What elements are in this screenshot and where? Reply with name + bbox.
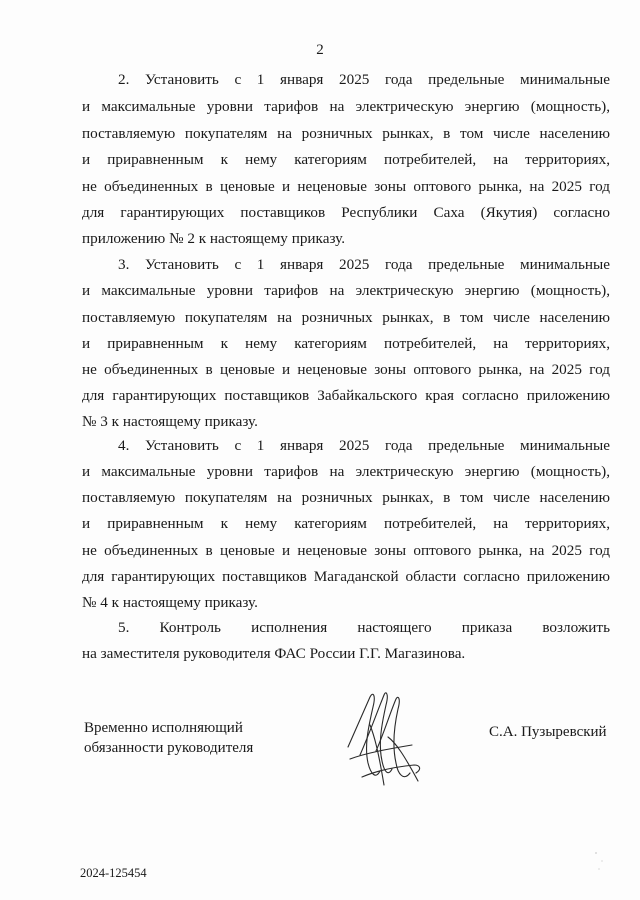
text-line: поставляемую покупателям на розничных рынках, в том числе населению (82, 309, 610, 326)
text-line: 2. Установить с 1 января 2025 года предельные минимальные (118, 71, 610, 88)
page-number: 2 (316, 42, 324, 58)
text-line: и приравненным к нему категориям потребителей, на территориях, (82, 151, 610, 168)
signer-name: С.А. Пузыревский (489, 724, 607, 740)
text-line: поставляемую покупателям на розничных рынках, в том числе населению (82, 489, 610, 506)
position-line-2: обязанности руководителя (84, 740, 254, 756)
text-line: 4. Установить с 1 января 2025 года предельные минимальные (118, 437, 610, 454)
text-line: приложению № 2 к настоящему приказу. (82, 230, 345, 247)
handwritten-signature (340, 685, 430, 790)
text-line: и максимальные уровни тарифов на электрическую энергию (мощность), (82, 463, 610, 480)
text-line: № 3 к настоящему приказу. (82, 413, 258, 430)
text-line: и приравненным к нему категориям потребителей, на территориях, (82, 335, 610, 352)
text-line: для гарантирующих поставщиков Магаданской области согласно приложению (82, 568, 610, 585)
text-line: и максимальные уровни тарифов на электрическую энергию (мощность), (82, 282, 610, 299)
document-number: 2024-125454 (80, 866, 147, 880)
text-line: и приравненным к нему категориям потребителей, на территориях, (82, 515, 610, 532)
text-line: 3. Установить с 1 января 2025 года предельные минимальные (118, 256, 610, 273)
text-line: для гарантирующих поставщиков Забайкальского края согласно приложению (82, 387, 610, 404)
text-line: для гарантирующих поставщиков Республики Саха (Якутия) согласно (82, 204, 610, 221)
text-line: поставляемую покупателям на розничных рынках, в том числе населению (82, 125, 610, 142)
text-line: и максимальные уровни тарифов на электрическую энергию (мощность), (82, 98, 610, 115)
scan-specks (590, 845, 610, 875)
text-line: № 4 к настоящему приказу. (82, 594, 258, 611)
text-line: не объединенных в ценовые и неценовые зоны оптового рынка, на 2025 год (82, 361, 610, 378)
position-line-1: Временно исполняющий (84, 720, 243, 736)
text-line: на заместителя руководителя ФАС России Г.Г. Магазинова. (82, 645, 466, 662)
text-line: 5. Контроль исполнения настоящего приказа возложить (118, 619, 610, 636)
text-line: не объединенных в ценовые и неценовые зоны оптового рынка, на 2025 год (82, 178, 610, 195)
signatory-position (84, 718, 253, 758)
text-line: не объединенных в ценовые и неценовые зоны оптового рынка, на 2025 год (82, 542, 610, 559)
